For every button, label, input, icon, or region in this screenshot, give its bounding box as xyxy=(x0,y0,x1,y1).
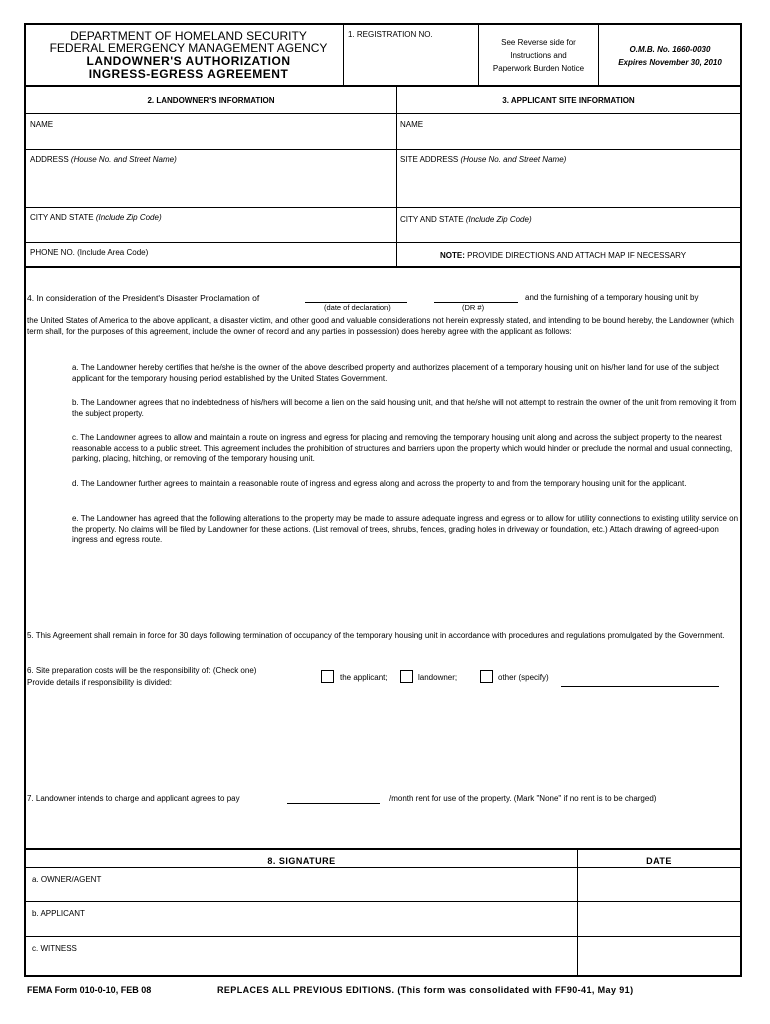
applicant-checkbox[interactable] xyxy=(321,670,334,683)
landowner-section-title: 2. LANDOWNER'S INFORMATION xyxy=(147,96,275,105)
frame-bottom xyxy=(24,975,742,977)
label-hint: (House No. and Street Name) xyxy=(70,155,177,164)
agency-title: FEDERAL EMERGENCY MANAGEMENT AGENCY xyxy=(49,41,328,55)
owner-agent-date[interactable] xyxy=(578,868,739,901)
owner-agent-label: a. OWNER/AGENT xyxy=(32,875,102,884)
site-name-label: NAME xyxy=(400,120,424,129)
landowner-address-input[interactable] xyxy=(26,166,395,206)
declaration-date-hint: (date of declaration) xyxy=(324,303,391,312)
label-hint: (House No. and Street Name) xyxy=(460,155,567,164)
applicant-option-label: the applicant; xyxy=(340,673,388,682)
applicant-label: b. APPLICANT xyxy=(32,909,85,918)
clause-c: c. The Landowner agrees to allow and maintain a route on ingress and egress for placing and removing the temporary housing unit along and across the subject property to the nearest reasonable access to a public street. This agreement includes the prohibition of structures and barriers upon the property which would hinder or preclude the normal and usual connecting, parking, placing, hitching, or removing of the temporary housing unit. xyxy=(72,433,733,463)
divider xyxy=(24,266,742,268)
label-text: SITE ADDRESS xyxy=(400,155,459,164)
clause-d: d. The Landowner further agrees to maintain a reasonable route of ingress and egress along and across the property to and from the temporary housing unit for the applicant. xyxy=(72,479,687,488)
rent-amount-input[interactable] xyxy=(287,790,380,803)
rent-lead-end: /month rent for use of the property. (Mark "None" if no rent is to be charged) xyxy=(389,794,657,803)
consideration-paragraph: the United States of America to the above applicant, a disaster victim, and other good and valuable considerations not herein expressly stated, and intending to be bound hereby, the Landowner (which term shall, for the purposes of this agreement, include the owner of record and any parties in possession) does hereby agree with the applicant as follows: xyxy=(27,316,734,336)
signature-section-title: 8. SIGNATURE xyxy=(267,856,336,866)
site-prep-question: 6. Site preparation costs will be the responsibility of: (Check one) xyxy=(27,666,257,675)
landowner-option-label: landowner; xyxy=(418,673,458,682)
site-prep-details-label: Provide details if responsibility is divided: xyxy=(27,678,172,687)
site-section-title: 3. APPLICANT SITE INFORMATION xyxy=(502,96,635,105)
landowner-name-label: NAME xyxy=(30,120,54,129)
site-city-label xyxy=(400,215,532,225)
label-text: ADDRESS xyxy=(30,155,69,164)
rent-lead: 7. Landowner intends to charge and applicant agrees to pay xyxy=(27,794,240,803)
divider xyxy=(24,848,742,850)
applicant-signature[interactable] xyxy=(26,920,576,934)
note-text: PROVIDE DIRECTIONS AND ATTACH MAP IF NECESSARY xyxy=(467,251,687,260)
other-checkbox[interactable] xyxy=(480,670,493,683)
divider xyxy=(24,113,742,114)
form-title-2: INGRESS-EGRESS AGREEMENT xyxy=(88,67,289,81)
dr-number-input[interactable] xyxy=(434,290,518,302)
landowner-address-label xyxy=(30,155,177,165)
landowner-phone-input[interactable] xyxy=(200,244,394,266)
other-specify-line xyxy=(561,686,719,687)
reverse-note-2: Instructions and xyxy=(510,51,567,60)
divider xyxy=(24,207,742,208)
reverse-note-1: See Reverse side for xyxy=(501,38,576,47)
site-address-input[interactable] xyxy=(397,166,739,206)
frame-top xyxy=(24,23,742,25)
label-hint: (Include Zip Code) xyxy=(465,215,532,224)
landowner-checkbox[interactable] xyxy=(400,670,413,683)
divider xyxy=(24,85,742,87)
witness-label: c. WITNESS xyxy=(32,944,77,953)
label-text: CITY AND STATE xyxy=(400,215,464,224)
divider xyxy=(24,149,742,150)
date-column-title: DATE xyxy=(646,856,672,866)
applicant-date[interactable] xyxy=(578,902,739,935)
witness-signature[interactable] xyxy=(26,955,576,974)
landowner-phone-label: PHONE NO. (Include Area Code) xyxy=(30,248,149,257)
note-label: NOTE: xyxy=(440,251,465,260)
registration-label: 1. REGISTRATION NO. xyxy=(348,30,433,39)
label-text: CITY AND STATE xyxy=(30,213,94,222)
owner-agent-signature[interactable] xyxy=(26,886,576,900)
dept-title: DEPARTMENT OF HOMELAND SECURITY xyxy=(70,29,307,43)
directions-note xyxy=(440,251,686,261)
site-name-input[interactable] xyxy=(397,131,739,149)
frame-right xyxy=(740,23,742,977)
expiration-date: Expires November 30, 2010 xyxy=(618,58,722,67)
declaration-date-input[interactable] xyxy=(305,290,407,302)
registration-input[interactable] xyxy=(344,42,478,84)
clause-b: b. The Landowner agrees that no indebtedness of his/hers will become a lien on the said housing unit, and that he/she will not attempt to restrain the owner of the unit from removing it from the subject property. xyxy=(72,398,737,418)
site-prep-details-input[interactable] xyxy=(27,692,727,782)
reverse-note-3: Paperwork Burden Notice xyxy=(492,64,585,73)
omb-number: O.M.B. No. 1660-0030 xyxy=(629,45,711,54)
form-number: FEMA Form 010-0-10, FEB 08 xyxy=(27,985,152,995)
landowner-name-input[interactable] xyxy=(26,131,395,149)
witness-date[interactable] xyxy=(578,937,739,974)
divider xyxy=(24,242,742,243)
clause-a: a. The Landowner hereby certifies that he/she is the owner of the above described property and authorizes placement of a temporary housing unit on his/her land for use of the subject applicant for the temporary housing period established by the United States Government. xyxy=(72,363,719,383)
landowner-city-label xyxy=(30,213,162,223)
landowner-city-input[interactable] xyxy=(26,224,395,242)
clause-e: e. The Landowner has agreed that the following alterations to the property may be made to assure adequate ingress and egress or to allow for utility connections to existing utility service on the property. No claims will be filed by Landowner for these actions. (List removal of trees, shrubs, fences, grading holes in driveway or foundation, etc.) Attach drawing of agreed-upon ingress and egress route. xyxy=(72,514,739,544)
site-city-input[interactable] xyxy=(397,226,739,242)
replaces-notice: REPLACES ALL PREVIOUS EDITIONS. (This form was consolidated with FF90-41, May 91) xyxy=(217,985,634,995)
rent-amount-line xyxy=(287,803,380,804)
agreement-duration: 5. This Agreement shall remain in force for 30 days following termination of occupancy of the temporary housing unit in accordance with procedures and regulations promulgated by the Government. xyxy=(27,631,725,640)
other-specify-input[interactable] xyxy=(561,672,719,686)
site-address-label xyxy=(400,155,566,165)
form-title-1: LANDOWNER'S AUTHORIZATION xyxy=(86,54,291,68)
consideration-lead: 4. In consideration of the President's Disaster Proclamation of xyxy=(27,293,260,303)
dr-number-hint: (DR #) xyxy=(462,303,485,312)
alterations-input[interactable] xyxy=(72,555,736,625)
other-option-label: other (specify) xyxy=(498,673,549,682)
consideration-lead-end: and the furnishing of a temporary housing unit by xyxy=(525,293,699,302)
label-hint: (Include Zip Code) xyxy=(95,213,162,222)
